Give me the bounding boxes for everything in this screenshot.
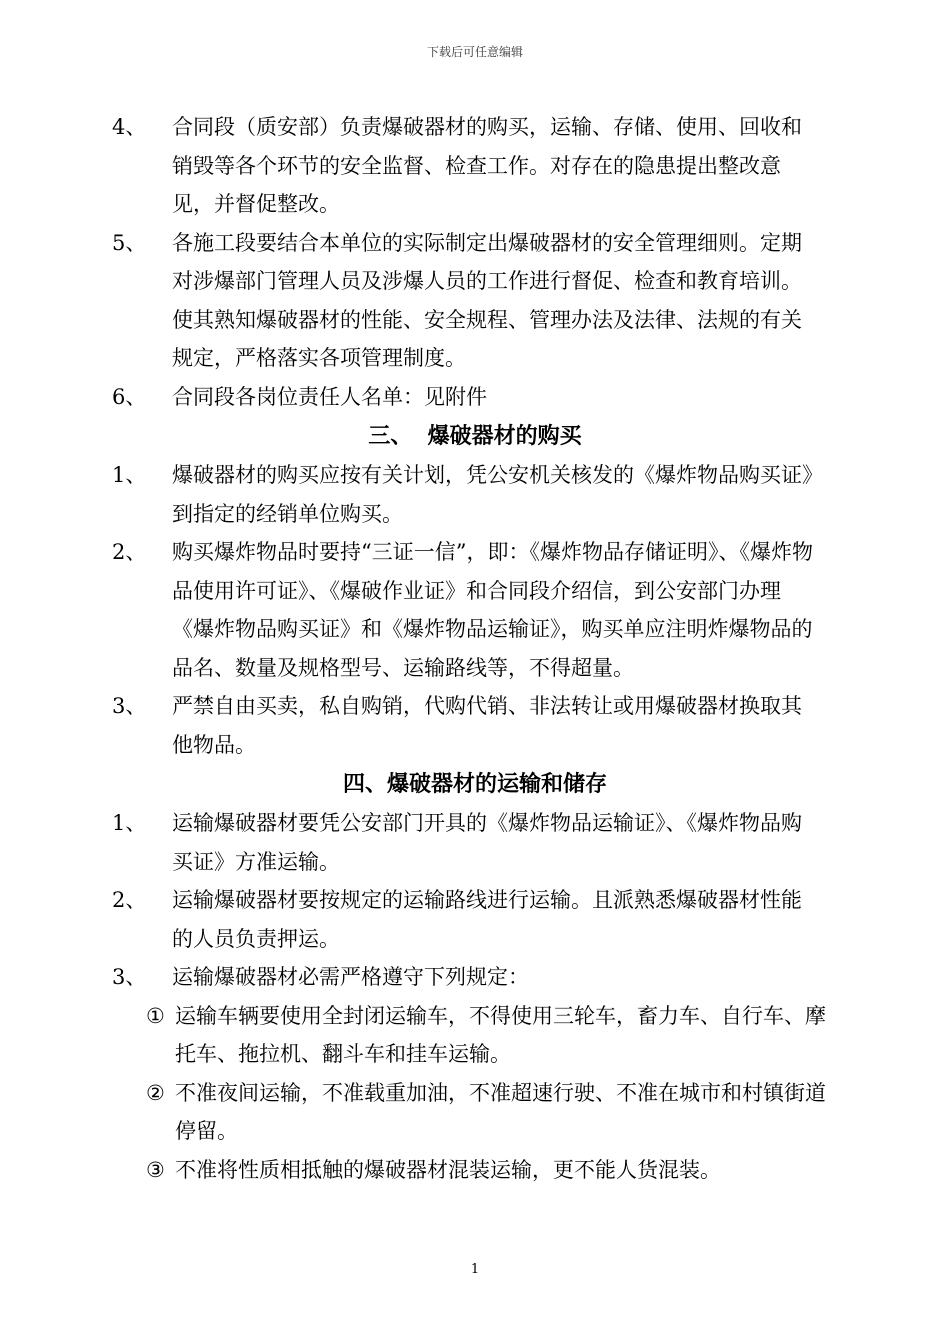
sub-item-text: 不准夜间运输，不准载重加油，不准超速行驶、不准在城市和村镇街道停留。 <box>175 1080 826 1143</box>
list-item-3 <box>0 958 950 997</box>
list-number: 2、 <box>112 540 147 564</box>
list-item-1 <box>0 804 950 881</box>
list-number: 1、 <box>112 811 147 835</box>
list-item-2 <box>0 881 950 958</box>
circled-number: ② <box>146 1080 165 1105</box>
list-number: 4、 <box>112 115 147 139</box>
list-text: 合同段各岗位责任人名单：见附件 <box>172 384 487 409</box>
list-number: 1、 <box>112 463 147 487</box>
list-item-6 <box>0 378 950 417</box>
list-number: 3、 <box>112 965 147 989</box>
list-text: 购买爆炸物品时要持“三证一信”，即：《爆炸物品存储证明》、《爆炸物品使用许可证》、《爆破作业证》和合同段介绍信，到公安部门办理《爆炸物品购买证》和《爆炸物品运输证》，购买单应注明炸爆物品的品名、数量及规格型号、运输路线等，不得超量。 <box>172 540 813 680</box>
sub-item-3 <box>0 1151 950 1190</box>
page-header: 下载后可任意编辑 <box>426 45 523 59</box>
circled-number: ③ <box>146 1157 165 1182</box>
sub-item-text: 运输车辆要使用全封闭运输车，不得使用三轮车，畜力车、自行车、摩托车、拖拉机、翻斗车和挂车运输。 <box>175 1003 826 1066</box>
list-item-2 <box>0 533 950 687</box>
list-item-5 <box>0 224 950 378</box>
list-text: 各施工段要结合本单位的实际制定出爆破器材的安全管理细则。定期对涉爆部门管理人员及涉爆人员的工作进行督促、检查和教育培训。使其熟知爆破器材的性能、安全规程、管理办法及法律、法规的有关规定，严格落实各项管理制度。 <box>172 230 802 370</box>
list-text: 严禁自由买卖，私自购销，代购代销、非法转让或用爆破器材换取其他物品。 <box>172 694 802 757</box>
sub-item-1 <box>0 997 950 1074</box>
page-number: 1 <box>470 1262 480 1277</box>
list-number: 3、 <box>112 694 147 718</box>
list-item-4 <box>0 108 950 224</box>
list-item-3 <box>0 687 950 764</box>
list-text: 爆破器材的购买应按有关计划，凭公安机关核发的《爆炸物品购买证》到指定的经销单位购买。 <box>172 463 813 526</box>
list-number: 2、 <box>112 888 147 912</box>
section-heading-purchase: 三、 爆破器材的购买 <box>368 423 582 449</box>
sub-item-text: 不准将性质相抵触的爆破器材混装运输，更不能人货混装。 <box>175 1157 721 1182</box>
list-number: 5、 <box>112 230 147 255</box>
section-heading-transport: 四、爆破器材的运输和储存 <box>342 771 607 797</box>
circled-number: ① <box>146 1003 165 1028</box>
document-body <box>0 108 950 1189</box>
list-text: 运输爆破器材要凭公安部门开具的《爆炸物品运输证》、《爆炸物品购买证》方准运输。 <box>172 811 802 874</box>
list-item-1 <box>0 456 950 533</box>
sub-item-2 <box>0 1074 950 1151</box>
list-text: 运输爆破器材要按规定的运输路线进行运输。且派熟悉爆破器材性能的人员负责押运。 <box>172 888 802 951</box>
list-text: 运输爆破器材必需严格遵守下列规定： <box>172 965 529 989</box>
list-text: 合同段（质安部）负责爆破器材的购买，运输、存储、使用、回收和销毁等各个环节的安全监督、检查工作。对存在的隐患提出整改意见，并督促整改。 <box>172 115 802 216</box>
list-number: 6、 <box>112 384 147 409</box>
